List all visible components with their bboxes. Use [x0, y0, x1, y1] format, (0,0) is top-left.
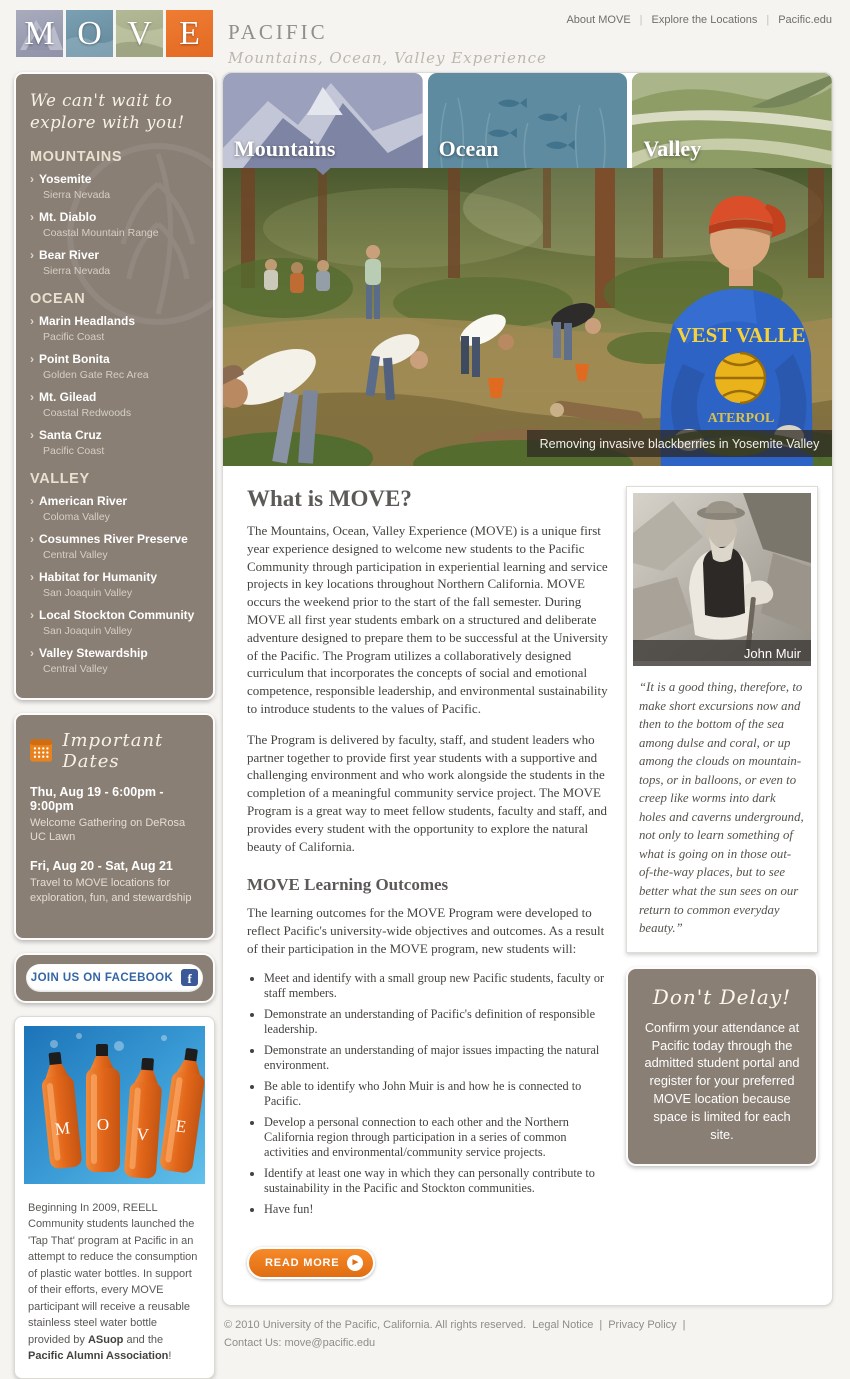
article-paragraph-2: The Program is delivered by faculty, staff, and student leaders who partner together to provide first year students with a supportive and challenging environment and who work alongside the students in the completion of a meaningful community service project. The MOVE Program is a great way to meet fellow students, faculty and staff, and provides every student with the opportunity to explore the natural beauty of California. — [247, 731, 608, 854]
location-name: Cosumnes River Preserve — [39, 531, 188, 546]
sidebar-item-local-stockton[interactable] — [30, 606, 201, 637]
outcome-item: • Identify at least one way in which they can personally contribute to sustainability in the Pacific and Stockton communities. — [264, 1166, 612, 1196]
shirt-text-line2: ATERPOL — [707, 411, 775, 426]
location-sublabel: San Joaquin Valley — [43, 624, 133, 637]
promo-alumni: Pacific Alumni Association — [28, 1350, 169, 1363]
chevron-right-icon: › — [30, 209, 34, 224]
facebook-button[interactable] — [26, 964, 203, 992]
location-name: Yosemite — [39, 171, 92, 186]
location-sublabel: Sierra Nevada — [43, 188, 111, 201]
location-name: Mt. Gilead — [39, 389, 97, 404]
content-area — [223, 466, 832, 1305]
chevron-right-icon: › — [30, 351, 34, 366]
right-rail — [626, 486, 818, 1279]
sidebar-item-point-bonita[interactable] — [30, 350, 201, 381]
location-name: Marin Headlands — [39, 313, 136, 328]
location-sublabel: Pacific Coast — [43, 330, 105, 343]
facebook-button-label: JOIN US ON FACEBOOK — [30, 971, 174, 984]
article-paragraph-3: The learning outcomes for the MOVE Program were developed to reflect Pacific's university-wide objectives and outcomes. As a result of their participation in the MOVE program, new students will: — [247, 905, 605, 956]
facebook-panel — [14, 953, 215, 1003]
location-sublabel: Coastal Redwoods — [43, 406, 132, 419]
sidebar-item-bear-river[interactable] — [30, 246, 201, 277]
figure-group-back — [264, 259, 330, 293]
promo-asuop: ASuop — [87, 1333, 124, 1346]
sidebar-item-santa-cruz[interactable] — [30, 426, 201, 457]
learning-outcomes-heading: MOVE Learning Outcomes — [247, 875, 449, 895]
location-name: Santa Cruz — [39, 427, 102, 442]
yosemite-service-photo — [223, 168, 832, 466]
logo-letter: E — [179, 14, 200, 52]
svg-text:O: O — [96, 1114, 110, 1134]
brand-name: PACIFIC — [228, 20, 328, 44]
event-item — [30, 785, 199, 846]
logo-tile-o — [66, 10, 113, 57]
section-title-ocean: OCEAN — [30, 290, 86, 307]
outcome-item: • Demonstrate an understanding of Pacific's definition of responsible leadership. — [264, 1007, 612, 1037]
john-muir-card — [626, 486, 818, 953]
section-title-mountains: MOUNTAINS — [30, 148, 123, 165]
dont-delay-title: Don't Delay! — [652, 984, 792, 1009]
logo-tile-e — [166, 10, 213, 57]
arrow-right-icon: ► — [347, 1255, 363, 1271]
hero-photo — [223, 168, 832, 466]
chevron-right-icon: › — [30, 607, 34, 622]
chevron-right-icon: › — [30, 569, 34, 584]
tab-ocean-label: Ocean — [438, 136, 499, 161]
event-item — [30, 859, 199, 906]
logo-tile-m — [16, 10, 63, 57]
location-sublabel: Central Valley — [43, 662, 108, 675]
location-sublabel: San Joaquin Valley — [43, 586, 133, 599]
event-when: Thu, Aug 19 - 6:00pm - 9:00pm — [30, 784, 164, 813]
john-muir-quote: “It is a good thing, therefore, to make short excursions now and then to the bottom of the sea among dulse and coral, or up among the clouds on mountain-tops, or in balloons, or even to creep like worms into dark holes and caverns underground, not only to learn something of what is going on in those out-of-the-way places, but to see better what the sun sees on our return to common everyday beauty.” — [639, 680, 804, 936]
nav-explore-locations[interactable]: Explore the Locations — [651, 14, 758, 26]
dont-delay-box — [626, 967, 818, 1166]
main-column — [222, 72, 833, 1349]
chevron-right-icon: › — [30, 389, 34, 404]
move-water-bottles-photo — [24, 1026, 205, 1184]
logo-letter: V — [127, 14, 152, 52]
svg-text:M: M — [53, 1118, 71, 1139]
promo-text-part: and the — [123, 1333, 164, 1346]
contact-us-link[interactable]: Contact Us: move@pacific.edu — [224, 1336, 376, 1349]
read-more-button[interactable] — [247, 1247, 375, 1279]
outcome-item: • Meet and identify with a small group new Pacific students, faculty or staff members. — [264, 971, 612, 1001]
chevron-right-icon: › — [30, 313, 34, 328]
location-name: Habitat for Humanity — [39, 569, 158, 584]
read-more-label: READ MORE — [265, 1256, 340, 1269]
dont-delay-text: Confirm your attendance at Pacific today through the admitted student portal and register for your preferred MOVE location because space is limited for each site. — [644, 1019, 800, 1143]
chevron-right-icon: › — [30, 645, 34, 660]
locations-panel — [14, 72, 215, 700]
outcome-item: • Demonstrate an understanding of major issues impacting the natural environment. — [264, 1043, 612, 1073]
event-what: Travel to MOVE locations for exploration, fun, and stewardship — [30, 877, 192, 905]
article-title: What is MOVE? — [247, 486, 412, 511]
tab-ocean[interactable] — [428, 73, 628, 168]
bottle-promo-text — [24, 1200, 205, 1369]
facebook-icon: f — [181, 969, 198, 986]
sidebar-greeting: We can't wait to explore with you! — [30, 91, 185, 133]
article-paragraph-1: The Mountains, Ocean, Valley Experience (MOVE) is a unique first year experience designed to welcome new students to the Pacific Community through participation in experiential learning and service projects in key locations throughout Northern California. MOVE occurs the weekend prior to the start of the fall semester. During MOVE all first year students embark on a structured and deliberate adventure designed to prepare them to be successful at the University of the Pacific. The Program utilizes a collaboratively designed curriculum that incorporates the concepts of social and emotional competence, responsible leadership, and environmental sustainability to introduce students to the values of Pacific. — [247, 523, 608, 716]
nav-about-move[interactable]: About MOVE — [566, 14, 631, 26]
tab-valley-label: Valley — [643, 136, 702, 161]
sidebar-item-marin-headlands[interactable] — [30, 312, 201, 343]
location-name: Mt. Diablo — [39, 209, 97, 224]
move-logo — [16, 10, 213, 57]
legal-notice-link[interactable]: Legal Notice — [532, 1318, 594, 1331]
outcome-item: • Develop a personal connection to each other and the Northern California region through participation in a series of common activities and environmental/community service projects. — [264, 1115, 612, 1160]
event-when: Fri, Aug 20 - Sat, Aug 21 — [30, 859, 173, 874]
calendar-icon — [30, 737, 52, 764]
outcome-item: • Have fun! — [264, 1202, 612, 1217]
tab-mountains-label: Mountains — [234, 136, 336, 161]
location-name: American River — [39, 493, 128, 508]
sidebar-item-valley-stewardship[interactable] — [30, 644, 201, 675]
svg-text:E: E — [174, 1116, 188, 1137]
location-sublabel: Sierra Nevada — [43, 264, 111, 277]
promo-text-part: ! — [168, 1350, 172, 1363]
location-sublabel: Golden Gate Rec Area — [43, 368, 149, 381]
promo-text-part: Beginning In 2009, REELL Community students launched the 'Tap That' program at Pacific in an attempt to reduce the consumption of plastic water bottles. In support of their efforts, every MOVE participant will receive a reusable stainless steel water bottle provided by — [28, 1201, 198, 1346]
location-sublabel: Coastal Mountain Range — [43, 226, 159, 239]
location-sublabel: Central Valley — [43, 548, 108, 561]
article — [247, 486, 612, 1279]
top-navigation — [566, 14, 832, 26]
john-muir-label: John Muir — [633, 640, 811, 666]
nav-separator: | — [766, 14, 770, 26]
section-title-valley: VALLEY — [30, 470, 90, 487]
logo-letter: M — [24, 14, 55, 52]
chevron-right-icon: › — [30, 531, 34, 546]
important-dates-title: Important Dates — [62, 729, 164, 772]
chevron-right-icon: › — [30, 427, 34, 442]
important-dates-panel — [14, 713, 215, 940]
learning-outcomes-list — [264, 971, 612, 1217]
page-header — [0, 0, 850, 70]
brand-block — [228, 20, 547, 67]
location-name: Local Stockton Community — [39, 607, 195, 622]
location-name: Bear River — [39, 247, 100, 262]
page-footer — [222, 1319, 833, 1349]
footer-separator: | — [682, 1318, 686, 1331]
logo-tile-v — [116, 10, 163, 57]
nav-pacific-edu[interactable]: Pacific.edu — [778, 14, 832, 26]
sidebar-item-american-river[interactable] — [30, 492, 201, 523]
hero-caption: Removing invasive blackberries in Yosemite Valley — [527, 430, 832, 457]
sidebar-item-mt-gilead[interactable] — [30, 388, 201, 419]
location-sublabel: Pacific Coast — [43, 444, 105, 457]
privacy-policy-link[interactable]: Privacy Policy — [608, 1318, 677, 1331]
copyright-text: © 2010 University of the Pacific, California. All rights reserved. — [224, 1318, 527, 1331]
brand-tagline: Mountains, Ocean, Valley Experience — [228, 49, 547, 67]
event-what: Welcome Gathering on DeRosa UC Lawn — [30, 816, 186, 844]
water-bottle-promo-card — [14, 1016, 215, 1379]
shirt-text-line1: VEST VALLE — [676, 323, 806, 347]
logo-letter: O — [77, 14, 102, 52]
john-muir-portrait — [633, 493, 811, 661]
footer-separator: | — [599, 1318, 603, 1331]
location-tabs — [223, 73, 832, 168]
left-sidebar — [14, 72, 215, 1379]
chevron-right-icon: › — [30, 247, 34, 262]
tab-mountains[interactable] — [223, 73, 423, 168]
chevron-right-icon: › — [30, 493, 34, 508]
outcome-item: • Be able to identify who John Muir is and how he is connected to Pacific. — [264, 1079, 612, 1109]
location-sublabel: Coloma Valley — [43, 510, 110, 523]
location-name: Point Bonita — [39, 351, 110, 366]
svg-text:V: V — [135, 1124, 150, 1145]
nav-separator: | — [639, 14, 643, 26]
chevron-right-icon: › — [30, 171, 34, 186]
sidebar-item-cosumnes-river[interactable] — [30, 530, 201, 561]
sidebar-item-yosemite[interactable] — [30, 170, 201, 201]
john-muir-photo — [633, 493, 811, 666]
sidebar-item-habitat-for-humanity[interactable] — [30, 568, 201, 599]
main-panel — [222, 72, 833, 1306]
sidebar-item-mt-diablo[interactable] — [30, 208, 201, 239]
tab-valley[interactable] — [632, 73, 832, 168]
location-name: Valley Stewardship — [39, 645, 148, 660]
